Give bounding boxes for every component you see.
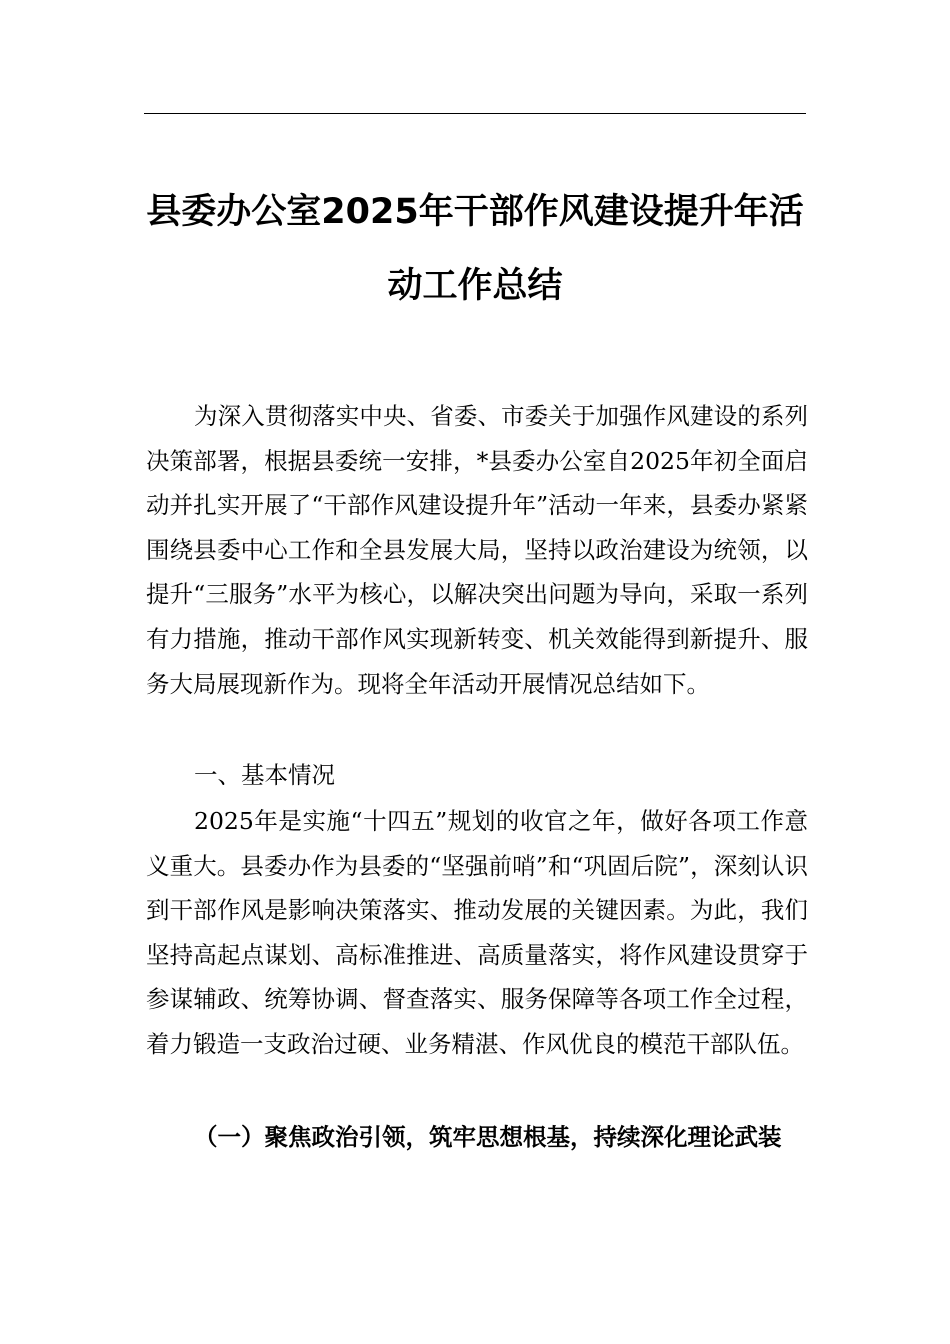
section-heading-basic: 一、基本情况 bbox=[194, 761, 335, 789]
header-rule bbox=[144, 113, 806, 114]
document-title bbox=[144, 192, 806, 340]
title-line-1: 县委办公室2025年干部作风建设提升年活 bbox=[146, 192, 804, 232]
subsection-heading-1: （一）聚焦政治引领，筑牢思想根基，持续深化理论武装 bbox=[194, 1123, 782, 1151]
intro-paragraph: 为深入贯彻落实中央、省委、市委关于加强作风建设的系列决策部署，根据县委统一安排，*县委办公室自2025年初全面启动并扎实开展了“干部作风建设提升年”活动一年来，县委办紧紧围绕县委中心工作和全县发展大局，坚持以政治建设为统领，以提升“三服务”水平为核心，以解决突出问题为导向，采取一系列有力措施，推动干部作风实现新转变、机关效能得到新提升、服务大局展现新作为。现将全年活动开展情况总结如下。 bbox=[146, 402, 808, 698]
title-line-2: 动工作总结 bbox=[387, 266, 563, 306]
section-1-paragraph: 2025年是实施“十四五”规划的收官之年，做好各项工作意义重大。县委办作为县委的“坚强前哨”和“巩固后院”，深刻认识到干部作风是影响决策落实、推动发展的关键因素。为此，我们坚持高起点谋划、高标准推进、高质量落实，将作风建设贯穿于参谋辅政、统筹协调、督查落实、服务保障等各项工作全过程，着力锻造一支政治过硬、业务精湛、作风优良的模范干部队伍。 bbox=[146, 807, 808, 1058]
